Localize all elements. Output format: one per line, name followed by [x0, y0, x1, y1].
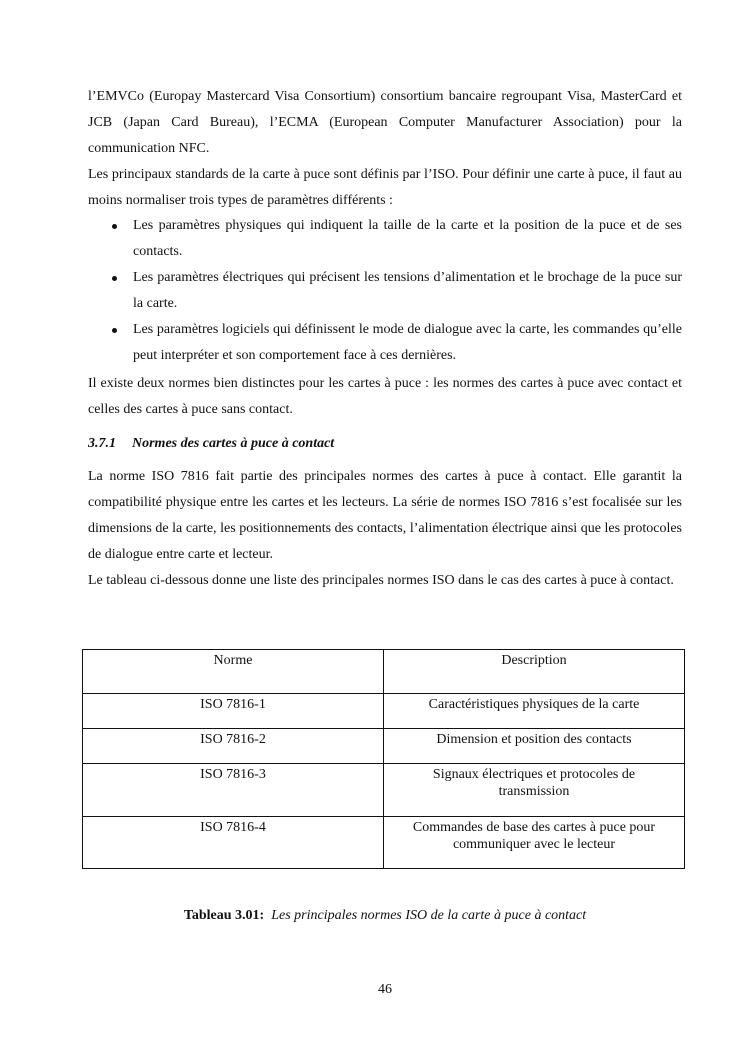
table-row: [83, 694, 685, 729]
table-cell-description: Signaux électriques et protocoles de transmission: [384, 764, 685, 817]
bullet-icon: [112, 328, 117, 333]
table-row: [83, 729, 685, 764]
paragraph-standards: Les principaux standards de la carte à puce sont définis par l’ISO. Pour définir une carte à puce, il faut au moins normaliser trois types de paramètres différents :: [88, 167, 682, 208]
page-number: 46: [378, 982, 392, 997]
column-header-description: Description: [384, 650, 685, 694]
paragraph-table-intro: Le tableau ci-dessous donne une liste des principales normes ISO dans le cas des cartes à puce à contact.: [88, 573, 674, 588]
list-item: [88, 317, 682, 369]
section-number: 3.7.1: [88, 436, 116, 451]
table-cell-description: Dimension et position des contacts: [384, 729, 685, 764]
paragraph-iso7816: La norme ISO 7816 fait partie des principales normes des cartes à puce à contact. Elle garantit la compatibilité physique entre les cartes et les lecteurs. La série de normes ISO 7816 s’est focalisée sur les dimensions de la carte, les positionnements des contacts, l’alimentation électrique ainsi que les protocoles de dialogue entre carte et lecteur.: [88, 469, 682, 562]
bullet-icon: [112, 224, 117, 229]
bullet-icon: [112, 276, 117, 281]
column-header-norme: Norme: [83, 650, 384, 694]
table-caption: [0, 906, 745, 926]
table-cell-norme: ISO 7816-1: [83, 694, 384, 729]
table-cell-description: Caractéristiques physiques de la carte: [384, 694, 685, 729]
caption-text: Les principales normes ISO de la carte à puce à contact: [271, 908, 587, 923]
table-header-row: [83, 650, 685, 694]
list-item-text: Les paramètres électriques qui précisent les tensions d’alimentation et le brochage de la puce sur la carte.: [133, 270, 682, 311]
table-cell-description: Commandes de base des cartes à puce pour communiquer avec le lecteur: [384, 817, 685, 869]
caption-label: Tableau 3.01:: [183, 908, 265, 923]
section-title: Normes des cartes à puce à contact: [132, 436, 335, 451]
table-row: [83, 764, 685, 817]
parameter-list: [88, 213, 682, 369]
list-item-text: Les paramètres logiciels qui définissent le mode de dialogue avec la carte, les commandes qu’elle peut interpréter et son comportement face à ces dernières.: [133, 322, 682, 363]
list-item: [88, 265, 682, 317]
list-item: [88, 213, 682, 265]
table-cell-norme: ISO 7816-4: [83, 817, 384, 869]
paragraph-two-norms: Il existe deux normes bien distinctes pour les cartes à puce : les normes des cartes à puce avec contact et celles des cartes à puce sans contact.: [88, 376, 682, 417]
iso-norms-table: [82, 649, 685, 869]
table-cell-norme: ISO 7816-2: [83, 729, 384, 764]
paragraph-emvco: l’EMVCo (Europay Mastercard Visa Consortium) consortium bancaire regroupant Visa, MasterCard et JCB (Japan Card Bureau), l’ECMA (European Computer Manufacturer Association) pour la communication NFC.: [88, 89, 682, 156]
list-item-text: Les paramètres physiques qui indiquent la taille de la carte et la position de la puce et de ses contacts.: [133, 218, 682, 259]
table-cell-norme: ISO 7816-3: [83, 764, 384, 817]
table-row: [83, 817, 685, 869]
section-heading: [88, 433, 334, 455]
